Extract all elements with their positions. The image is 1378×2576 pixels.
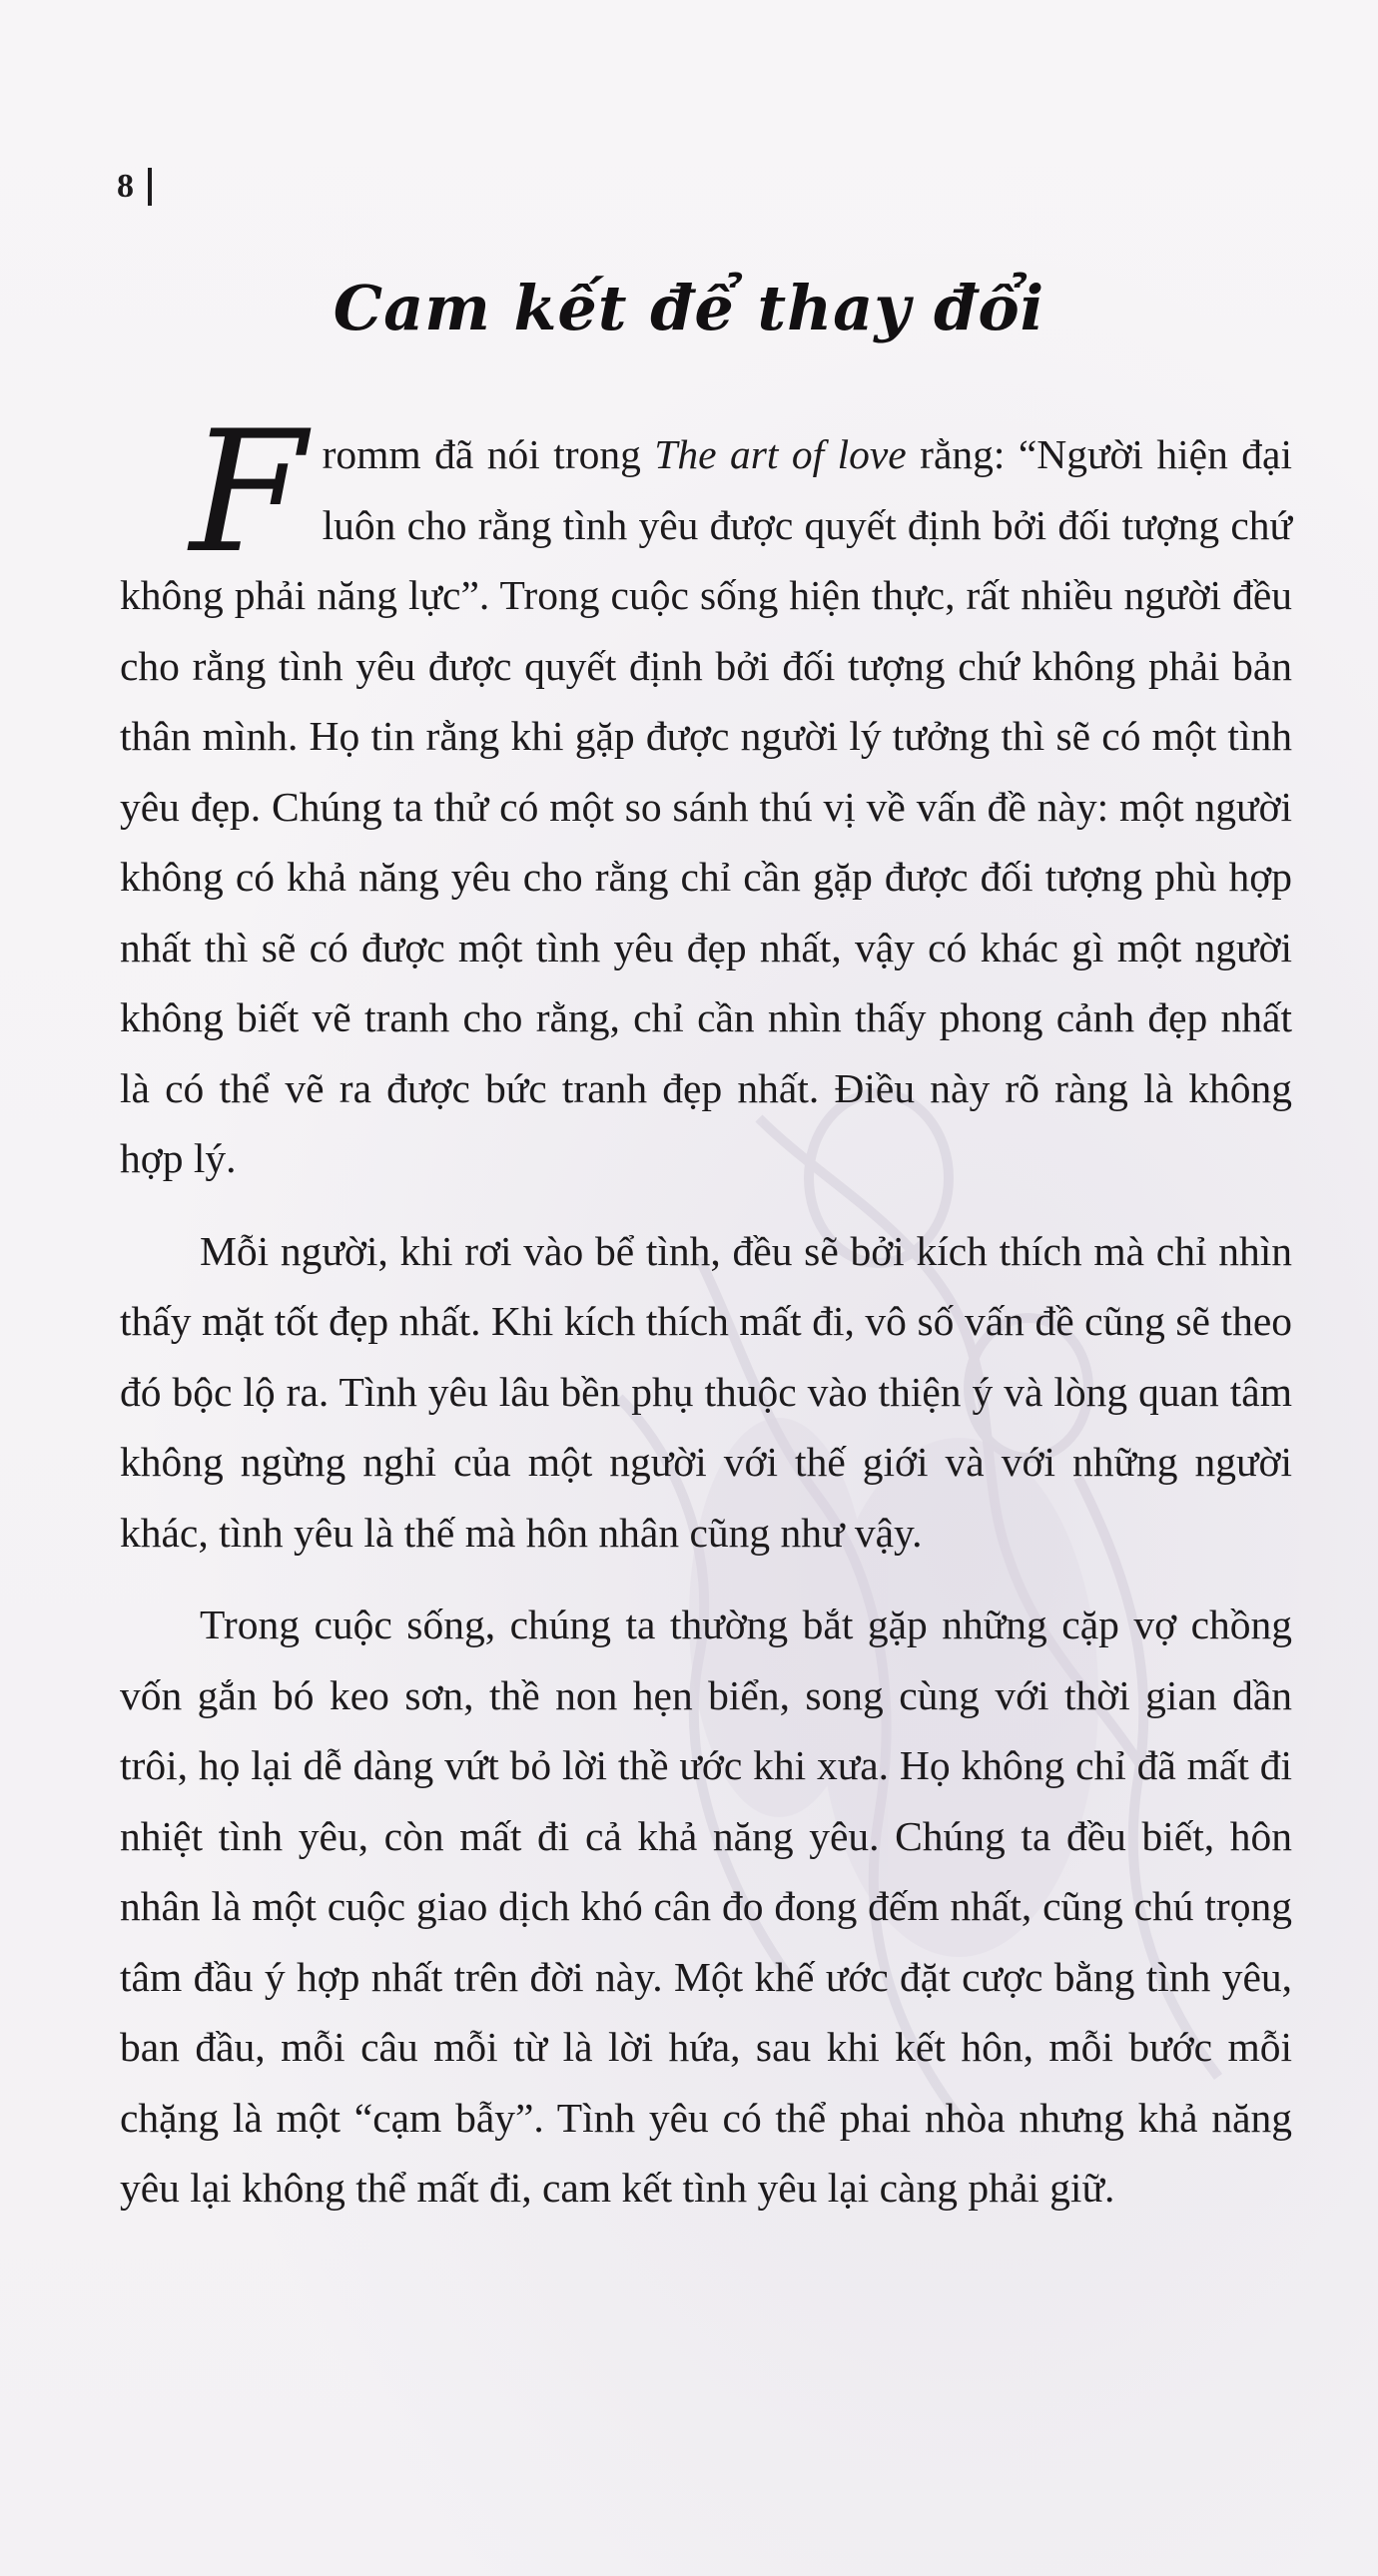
paragraph-2: Mỗi người, khi rơi vào bể tình, đều sẽ bởi kích thích mà chỉ nhìn thấy mặt tốt đẹp nhất. Khi kích thích mất đi, vô số vấn đề cũng sẽ theo đó bộc lộ ra. Tình yêu lâu bền phụ thuộc vào thiện ý và lòng quan tâm không ngừng nghỉ của một người với thế giới và với những người khác, tình yêu là thế mà hôn nhân cũng như vậy. <box>120 1227 1292 1556</box>
paragraph-3: Trong cuộc sống, chúng ta thường bắt gặp những cặp vợ chồng vốn gắn bó keo sơn, thề non hẹn biển, song cùng với thời gian dần trôi, họ lại dễ dàng vứt bỏ lời thề ước khi xưa. Họ không chỉ đã mất đi nhiệt tình yêu, còn mất đi cả khả năng yêu. Chúng ta đều biết, hôn nhân là một cuộc giao dịch khó cân đo đong đếm nhất, cũng chú trọng tâm đầu ý hợp nhất trên đời này. Một khế ước đặt cược bằng tình yêu, ban đầu, mỗi câu mỗi từ là lời hứa, sau khi kết hôn, mỗi bước mỗi chặng là một “cạm bẫy”. Tình yêu có thể phai nhòa nhưng khả năng yêu lại không thể mất đi, cam kết tình yêu lại càng phải giữ. <box>120 1602 1292 2211</box>
paragraph-1-start: romm đã nói trong <box>322 431 655 477</box>
drop-cap: F <box>190 394 307 590</box>
page-number: 8 <box>117 168 134 205</box>
paragraph-1-rest: rằng: “Người hiện đại luôn cho rằng tình yêu được quyết định bởi đối tượng chứ không phải năng lực”. Trong cuộc sống hiện thực, rất nhiều người đều cho rằng tình yêu được quyết định bởi đối tượng chứ không phải bản thân mình. Họ tin rằng khi gặp được người lý tưởng thì sẽ có một tình yêu đẹp. Chúng ta thử có một so sánh thú vị về vấn đề này: một người không có khả năng yêu cho rằng chỉ cần gặp được đối tượng phù hợp nhất thì sẽ có được một tình yêu đẹp nhất, vậy có khác gì một người không biết vẽ tranh cho rằng, chỉ cần nhìn thấy phong cảnh đẹp nhất là có thể vẽ ra được bức tranh đẹp nhất. Điều này rõ ràng là không hợp lý. <box>120 431 1292 1181</box>
header-divider <box>148 168 152 206</box>
running-header <box>117 168 152 206</box>
body-text <box>120 394 1292 2224</box>
chapter-title: Cam kết để thay đổi <box>333 272 1045 344</box>
book-title: The art of love <box>654 431 907 477</box>
paragraph-1 <box>120 394 1292 1194</box>
